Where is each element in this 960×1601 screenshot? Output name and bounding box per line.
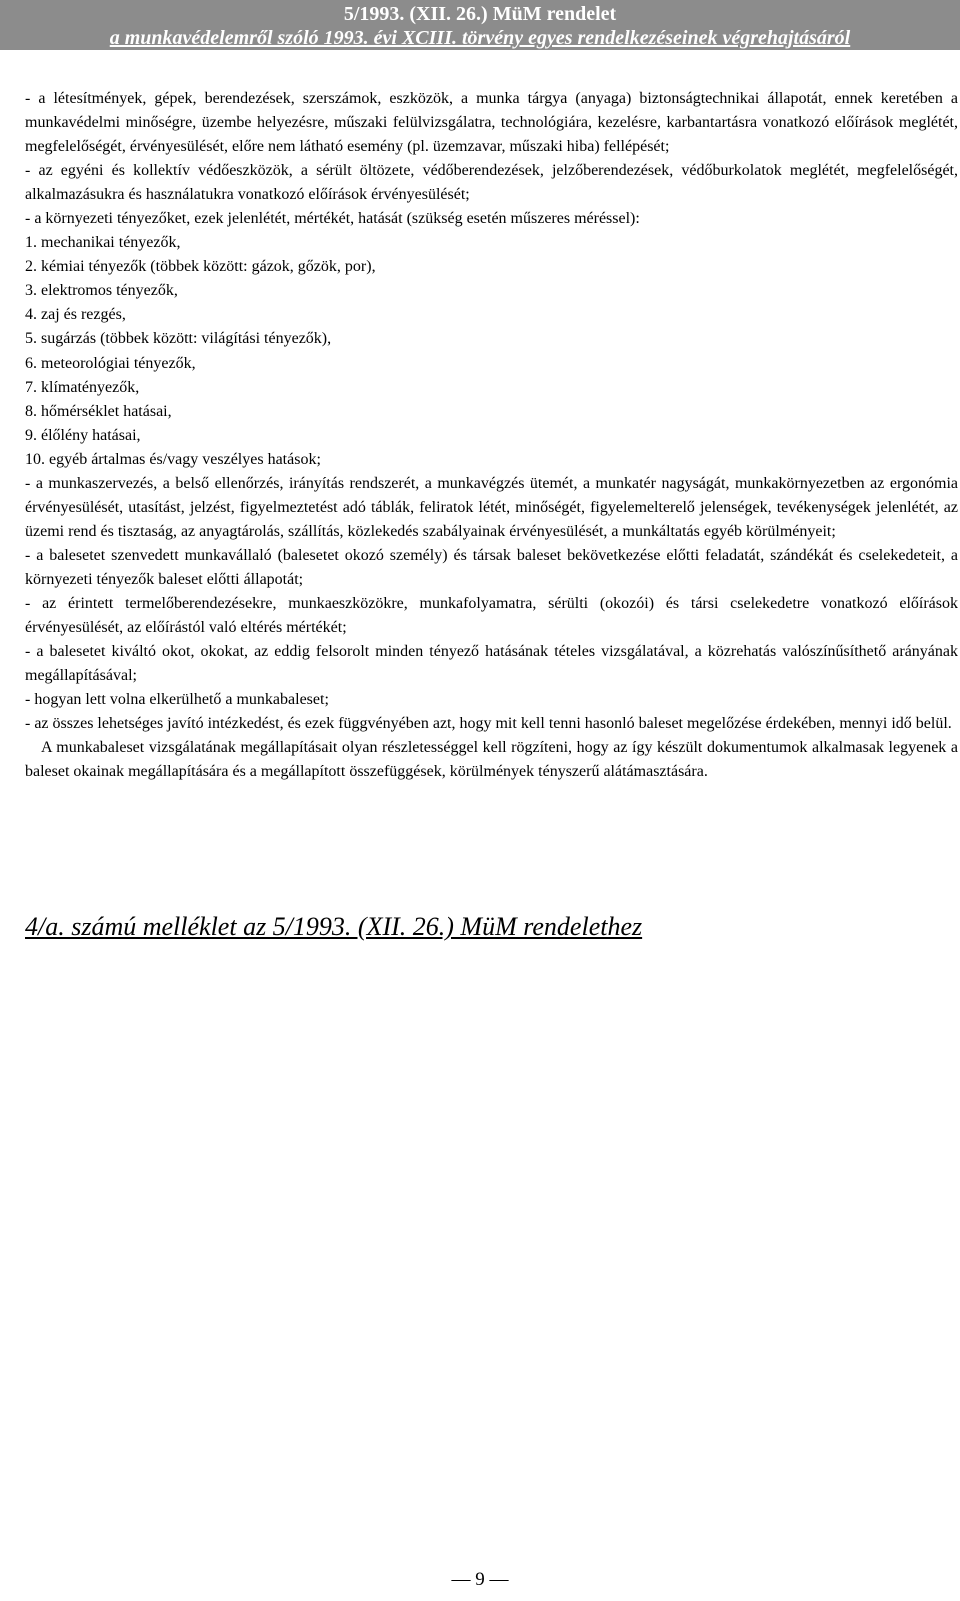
- page-header: [0, 0, 960, 50]
- list-item: 5. sugárzás (többek között: világítási tényezők),: [25, 330, 332, 348]
- section-heading: 4/a. számú melléklet az 5/1993. (XII. 26.) MüM rendelethez: [25, 912, 643, 941]
- list-item: 8. hőmérséklet hatásai,: [25, 402, 172, 420]
- list-item: 4. zaj és rezgés,: [25, 306, 126, 324]
- paragraph: - a munkaszervezés, a belső ellenőrzés, irányítás rendszerét, a munkavégzés ütemét, a munkatér nagyságát, munkakörnyezetben az ergonómia érvényesülését, utasítást, jelzést, figyelmeztetést adó táblák, feliratok létét, minőségét, figyelemelterelő jelenségek, tevékenységek jelenlétét, az üzemi rend és tisztaság, az anyagtárolás, szállítás, közlekedés szabályainak érvényesülését, a munkáltatás egyéb körülményeit;: [25, 474, 958, 540]
- paragraph: - az érintett termelőberendezésekre, munkaeszközökre, munkafolyamatra, sérülti (okozói) és társi cselekedetre vonatkozó előírások érvényesülését, az előírástól való eltérés mértékét;: [25, 594, 958, 637]
- list-item: 1. mechanikai tényezők,: [25, 234, 181, 252]
- page-number: — 9 —: [451, 1569, 509, 1590]
- paragraph: - a balesetet szenvedett munkavállaló (balesetet okozó személy) és társak baleset bekövetkezése előtti feladatát, szándékát és cselekedeteit, a környezeti tényezők baleset előtti állapotát;: [25, 546, 958, 588]
- factor-list: [25, 231, 958, 471]
- list-item: 10. egyéb ártalmas és/vagy veszélyes hatások;: [25, 450, 321, 468]
- header-title: 5/1993. (XII. 26.) MüM rendelet: [343, 3, 617, 25]
- paragraph: - az egyéni és kollektív védőeszközök, a sérült öltözete, védőberendezések, jelzőberendezések, védőburkolatok meglétét, megfelelőségét, alkalmazásukra és használatukra vonatkozó előírások érvényesülését;: [25, 162, 958, 204]
- closing-paragraph: A munkabaleset vizsgálatának megállapításait olyan részletességgel kell rögzíteni, hogy az így készült dokumentumok alkalmasak legyenek a baleset okainak megállapítására és a megállapított összefüggések, körülmények tényszerű alátámasztására.: [25, 739, 958, 781]
- paragraph: - az összes lehetséges javító intézkedést, és ezek függvényében azt, hogy mit kell tenni hasonló baleset megelőzése érdekében, mennyi idő belül.: [25, 715, 952, 733]
- list-item: 6. meteorológiai tényezők,: [25, 354, 196, 372]
- header-subtitle: a munkavédelemről szóló 1993. évi XCIII. törvény egyes rendelkezéseinek végrehajtásáról: [109, 27, 851, 49]
- paragraph: - a létesítmények, gépek, berendezések, szerszámok, eszközök, a munka tárgya (anyaga) biztonságtechnikai állapotát, ennek keretében a munkavédelmi minőségre, üzembe helyezésre, műszaki felülvizsgálatra, technológiára, kezelésre, karbantartásra vonatkozó előírások meglétét, megfelelőségét, érvényesülését, előre nem látható esemény (pl. üzemzavar, műszaki hiba) fellépését;: [25, 90, 958, 156]
- paragraph: - a balesetet kiváltó okot, okokat, az eddig felsorolt minden tényező hatásának tételes vizsgálatával, a közrehatás valószínűsíthető arányának megállapításával;: [25, 643, 958, 685]
- list-item: 2. kémiai tényezők (többek között: gázok, gőzök, por),: [25, 258, 376, 276]
- list-item: 7. klímatényezők,: [25, 378, 140, 396]
- document-body: [25, 87, 958, 784]
- list-item: 9. élőlény hatásai,: [25, 426, 141, 444]
- list-item: 3. elektromos tényezők,: [25, 282, 178, 300]
- paragraph: - a környezeti tényezőket, ezek jelenlétét, mértékét, hatását (szükség esetén műszeres méréssel):: [25, 210, 640, 228]
- paragraph: - hogyan lett volna elkerülhető a munkabaleset;: [25, 691, 329, 709]
